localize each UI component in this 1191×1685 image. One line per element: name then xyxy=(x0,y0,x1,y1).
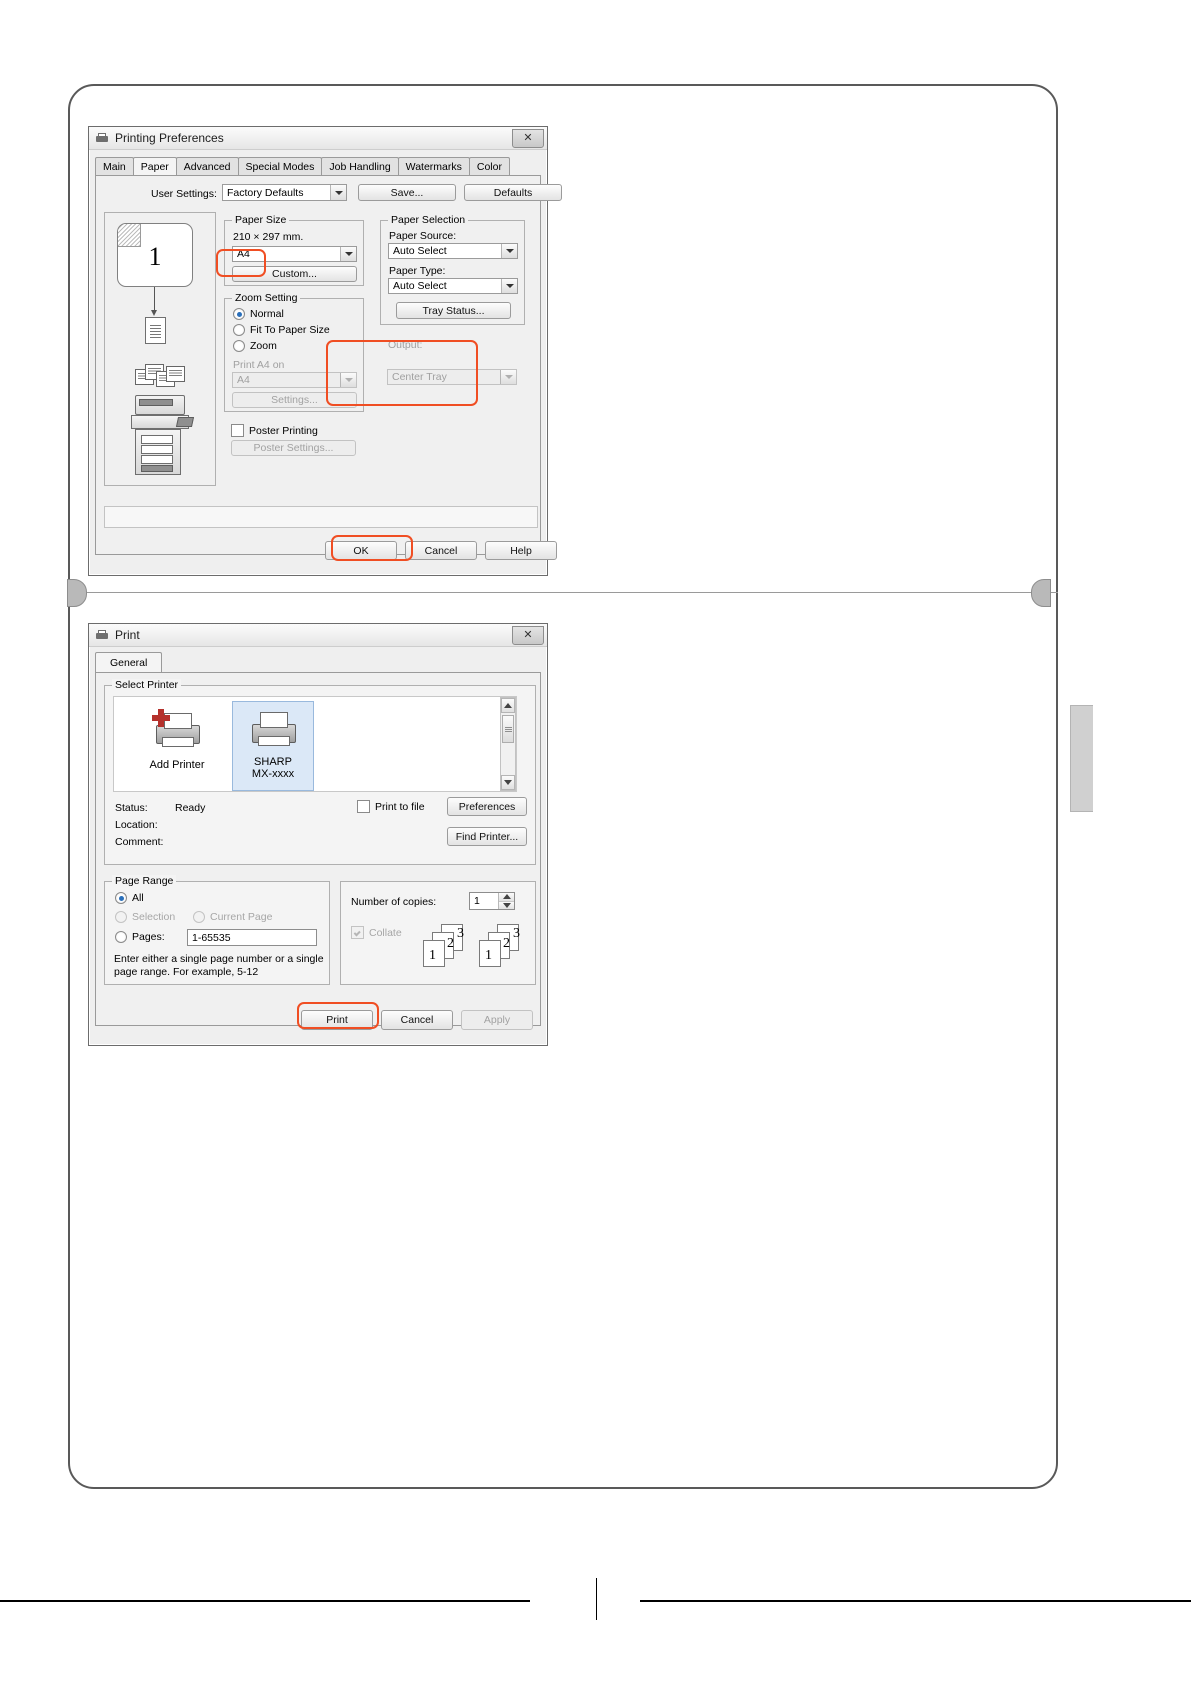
paper-type-combo[interactable] xyxy=(388,278,518,294)
scroll-down-icon[interactable] xyxy=(501,775,515,790)
printer-icon xyxy=(95,133,109,144)
collate-digit-6: 3 xyxy=(513,926,520,941)
paper-source-label: Paper Source: xyxy=(389,230,457,242)
radio-fit-to-paper-size[interactable] xyxy=(233,324,330,336)
page-range-hint-line2: page range. For example, 5-12 xyxy=(114,966,259,978)
radio-dot-icon xyxy=(115,911,127,923)
radio-zoom[interactable] xyxy=(233,340,277,352)
tab-advanced[interactable]: Advanced xyxy=(176,157,239,175)
paper-size-legend: Paper Size xyxy=(232,214,289,226)
printer-icon xyxy=(95,630,109,641)
chevron-down-icon[interactable] xyxy=(501,279,517,293)
printer-list-scrollbar[interactable] xyxy=(500,697,516,791)
zoom-settings-button[interactable]: Settings... xyxy=(232,392,357,408)
binder-knob-right xyxy=(1031,579,1051,607)
scrollbar-thumb[interactable] xyxy=(502,715,514,743)
paper-size-value: A4 xyxy=(237,248,250,260)
stepper-buttons[interactable] xyxy=(498,893,514,909)
collate-digit-2: 2 xyxy=(447,936,454,951)
status-value: Ready xyxy=(175,802,206,814)
paper-type-label: Paper Type: xyxy=(389,265,446,277)
collate-digit-4: 1 xyxy=(485,948,492,963)
checkbox-icon xyxy=(357,800,370,813)
page-range-group xyxy=(104,875,330,985)
printer-item-sharp[interactable] xyxy=(232,701,314,791)
chevron-down-icon[interactable] xyxy=(500,370,516,384)
output-combo[interactable] xyxy=(387,369,517,385)
collate-illustration xyxy=(419,924,529,974)
preview-page-number: 1 xyxy=(148,242,162,271)
radio-dot-icon xyxy=(115,931,127,943)
user-settings-label: User Settings: xyxy=(151,188,217,200)
pages-input-value: 1-65535 xyxy=(192,931,231,944)
side-index-tab xyxy=(1070,705,1093,812)
radio-all-label: All xyxy=(132,892,144,904)
ok-button[interactable]: OK xyxy=(325,541,397,560)
page-divider xyxy=(68,592,1058,593)
preview-mini-page xyxy=(145,317,166,344)
copies-value: 1 xyxy=(474,895,480,907)
poster-printing-label: Poster Printing xyxy=(249,424,318,437)
output-label: Output: xyxy=(388,339,423,351)
print-dialog xyxy=(88,623,548,1046)
paper-size-group xyxy=(224,214,364,286)
page-range-hint-line1: Enter either a single page number or a single xyxy=(114,953,324,965)
print-on-combo[interactable] xyxy=(232,372,357,388)
checkbox-icon xyxy=(231,424,244,437)
radio-selection[interactable] xyxy=(115,911,175,923)
cancel-button[interactable]: Cancel xyxy=(381,1010,453,1030)
print-to-file-checkbox[interactable] xyxy=(357,800,425,813)
sharp-printer-label: SHARP xyxy=(254,756,292,768)
flow-arrow-icon xyxy=(154,287,155,311)
copies-stepper[interactable] xyxy=(469,892,515,910)
chevron-down-icon[interactable] xyxy=(330,185,346,200)
radio-dot-icon xyxy=(233,308,245,320)
printing-preferences-dialog xyxy=(88,126,548,576)
radio-normal-label: Normal xyxy=(250,308,284,320)
dialog2-title: Print xyxy=(115,628,140,642)
radio-pages-label: Pages: xyxy=(132,931,165,943)
tab-special-modes[interactable]: Special Modes xyxy=(238,157,323,175)
add-printer-icon xyxy=(154,711,200,749)
radio-dot-icon xyxy=(233,324,245,336)
printer-device-illustration xyxy=(129,395,195,477)
select-printer-legend: Select Printer xyxy=(112,679,181,691)
preview-sheet xyxy=(117,223,193,287)
collate-checkbox[interactable] xyxy=(351,926,402,939)
stepper-up-icon[interactable] xyxy=(499,893,514,902)
custom-paper-size-button[interactable]: Custom... xyxy=(232,266,357,282)
radio-selection-label: Selection xyxy=(132,911,176,923)
sharp-printer-model: MX-xxxx xyxy=(251,768,295,780)
scroll-up-icon[interactable] xyxy=(501,698,515,713)
close-icon[interactable]: ✕ xyxy=(512,626,544,645)
tray-status-button[interactable]: Tray Status... xyxy=(396,302,511,319)
add-printer-label: Add Printer xyxy=(149,759,205,771)
dialog2-tabstrip xyxy=(89,647,547,672)
user-settings-value: Factory Defaults xyxy=(227,186,304,199)
tab-color[interactable]: Color xyxy=(469,157,510,175)
mini-page-lines xyxy=(150,325,161,339)
paper-size-combo[interactable] xyxy=(232,246,357,262)
grip-icon xyxy=(505,727,512,732)
tab-job-handling[interactable]: Job Handling xyxy=(321,157,398,175)
help-button[interactable]: Help xyxy=(485,541,557,560)
tab-paper[interactable]: Paper xyxy=(133,157,177,175)
status-strip xyxy=(104,506,538,528)
dialog1-panel xyxy=(95,175,541,555)
dialog2-panel xyxy=(95,672,541,1026)
printer-list[interactable] xyxy=(113,696,517,792)
collate-digit-5: 2 xyxy=(503,936,510,951)
radio-dot-icon xyxy=(193,911,205,923)
defaults-button[interactable]: Defaults xyxy=(464,184,562,201)
apply-button[interactable]: Apply xyxy=(461,1010,533,1030)
pages-input[interactable] xyxy=(187,929,317,946)
status-label: Status: xyxy=(115,802,148,814)
stepper-down-icon[interactable] xyxy=(499,902,514,910)
user-settings-combo[interactable] xyxy=(222,184,347,201)
chevron-down-icon[interactable] xyxy=(340,373,356,387)
paper-selection-legend: Paper Selection xyxy=(388,214,468,226)
radio-dot-icon xyxy=(115,892,127,904)
collate-digit-3: 3 xyxy=(457,926,464,941)
select-printer-group xyxy=(104,679,536,865)
poster-printing-checkbox[interactable] xyxy=(231,424,318,437)
dialog1-title: Printing Preferences xyxy=(115,131,224,145)
tab-watermarks[interactable]: Watermarks xyxy=(398,157,470,175)
print-button[interactable]: Print xyxy=(301,1010,373,1030)
print-on-value: A4 xyxy=(237,374,250,386)
print-preview-area xyxy=(104,212,216,486)
tab-general[interactable]: General xyxy=(95,652,162,672)
comment-label: Comment: xyxy=(115,836,164,848)
dialog1-tabstrip xyxy=(89,150,547,175)
footer-rule-right xyxy=(640,1600,1191,1602)
radio-normal[interactable] xyxy=(233,308,284,320)
radio-current-page-label: Current Page xyxy=(210,911,273,923)
radio-current-page[interactable] xyxy=(193,911,272,923)
chevron-down-icon[interactable] xyxy=(501,244,517,258)
location-label: Location: xyxy=(115,819,158,831)
paper-type-value: Auto Select xyxy=(393,280,447,292)
printer-icon xyxy=(250,710,296,748)
zoom-setting-legend: Zoom Setting xyxy=(232,292,300,304)
save-button[interactable]: Save... xyxy=(358,184,456,201)
paper-source-combo[interactable] xyxy=(388,243,518,259)
page-range-legend: Page Range xyxy=(112,875,176,887)
close-icon[interactable]: ✕ xyxy=(512,129,544,148)
copies-group xyxy=(340,881,536,985)
collate-digit-1: 1 xyxy=(429,948,436,963)
output-stack-icon xyxy=(135,361,183,389)
printer-item-add-printer[interactable] xyxy=(136,703,218,789)
output-value: Center Tray xyxy=(392,371,447,383)
print-to-file-label: Print to file xyxy=(375,800,425,813)
dialog2-titlebar[interactable] xyxy=(89,624,547,647)
poster-settings-button[interactable]: Poster Settings... xyxy=(231,440,356,456)
checkbox-icon xyxy=(351,926,364,939)
footer-tick xyxy=(596,1578,597,1620)
chevron-down-icon[interactable] xyxy=(340,247,356,261)
zoom-setting-group xyxy=(224,292,364,412)
cancel-button[interactable]: Cancel xyxy=(405,541,477,560)
paper-source-value: Auto Select xyxy=(393,245,447,257)
print-on-label: Print A4 on xyxy=(233,359,285,371)
find-printer-button[interactable]: Find Printer... xyxy=(447,827,527,846)
radio-dot-icon xyxy=(233,340,245,352)
paper-size-dimensions: 210 × 297 mm. xyxy=(233,231,304,243)
radio-fit-label: Fit To Paper Size xyxy=(250,324,330,336)
footer-rule-left xyxy=(0,1600,530,1602)
paper-selection-group xyxy=(380,214,525,325)
collate-label: Collate xyxy=(369,926,402,939)
dialog1-titlebar[interactable] xyxy=(89,127,547,150)
preferences-button[interactable]: Preferences xyxy=(447,797,527,816)
radio-all[interactable] xyxy=(115,892,144,904)
tab-main[interactable]: Main xyxy=(95,157,134,175)
radio-zoom-label: Zoom xyxy=(250,340,277,352)
copies-label: Number of copies: xyxy=(351,896,437,908)
radio-pages[interactable] xyxy=(115,931,165,943)
